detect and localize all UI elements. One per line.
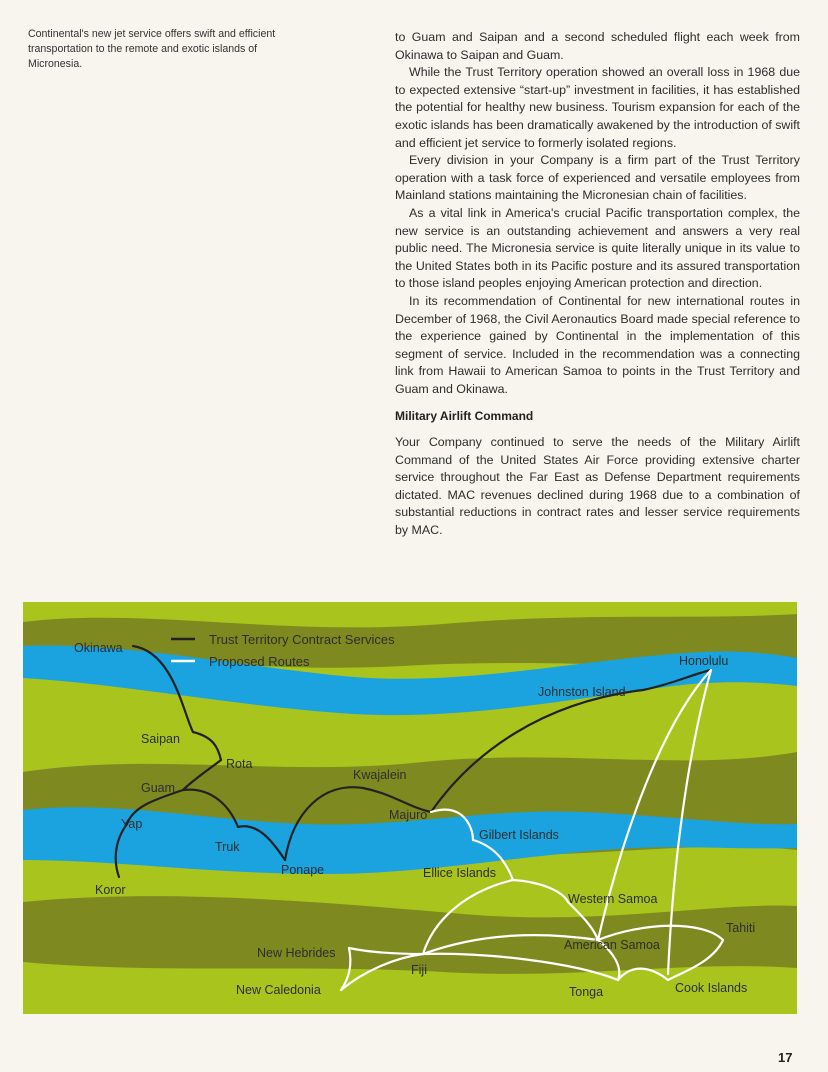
route-map-graphic: [23, 602, 797, 1014]
place-western-samoa: Western Samoa: [568, 892, 658, 906]
section-heading: Military Airlift Command: [395, 409, 534, 424]
legend-proposed-label: Proposed Routes: [209, 654, 310, 669]
place-yap: Yap: [121, 817, 143, 831]
photo-caption: Continental's new jet service offers swift and efficient transportation to the remote and exotic islands of Micronesia.: [28, 28, 276, 70]
legend-contract-label: Trust Territory Contract Services: [209, 632, 395, 647]
place-kwajalein: Kwajalein: [353, 768, 407, 782]
paragraph: While the Trust Territory operation showed an overall loss in 1968 due to expected extensive “start-up” investment in facilities, it has established the potential for healthy new business. Tourism expansion for each of the exotic islands has been dramatically awakened by the introduction of swift and efficient jet service to formerly isolated regions.: [395, 65, 800, 150]
paragraph: Your Company continued to serve the needs of the Military Airlift Command of the United States Air Force providing extensive charter service throughout the Far East as Defense Department requirements dictated. MAC revenues declined during 1968 due to a combination of substantial reductions in contract rates and lesser service requirements by MAC.: [395, 435, 800, 538]
place-tonga: Tonga: [569, 985, 604, 999]
place-new-caledonia: New Caledonia: [236, 983, 321, 997]
paragraph: to Guam and Saipan and a second scheduled flight each week from Okinawa to Saipan and Guam.: [395, 30, 800, 62]
place-cook-islands: Cook Islands: [675, 981, 748, 995]
place-koror: Koror: [95, 883, 126, 897]
place-american-samoa: American Samoa: [564, 938, 660, 952]
paragraph: In its recommendation of Continental for new international routes in December of 1968, the Civil Aeronautics Board made special reference to the experience gained by Continental in the implementation of this segment of service. Included in the recommendation was a connecting link from Hawaii to American Samoa to points in the Trust Territory and Guam and Okinawa.: [395, 293, 800, 396]
page-number: 17: [778, 1050, 793, 1065]
place-truk: Truk: [215, 840, 240, 854]
place-saipan: Saipan: [141, 732, 180, 746]
place-fiji: Fiji: [411, 963, 427, 977]
place-guam: Guam: [141, 781, 176, 795]
route-map: [23, 602, 797, 1014]
place-majuro: Majuro: [389, 808, 428, 822]
place-honolulu: Honolulu: [679, 654, 729, 668]
place-ellice-islands: Ellice Islands: [423, 866, 496, 880]
place-ponape: Ponape: [281, 863, 325, 877]
place-gilbert-islands: Gilbert Islands: [479, 828, 559, 842]
place-johnston-island: Johnston Island: [538, 685, 626, 699]
paragraph: As a vital link in America's crucial Pacific transportation complex, the new service is an outstanding achievement and answers a very real public need. The Micronesia service is quite literally unique in its value to the United States both in its Pacific posture and its assured transportation to those island peoples enjoying American protection and direction.: [395, 205, 800, 291]
place-tahiti: Tahiti: [726, 921, 756, 935]
place-rota: Rota: [226, 757, 253, 771]
paragraph: Every division in your Company is a firm part of the Trust Territory operation with a task force of experienced and versatile employees from Mainland stations maintaining the Micronesian chain of facilities.: [395, 153, 800, 203]
place-new-hebrides: New Hebrides: [257, 946, 336, 960]
body-text-column: [395, 29, 800, 540]
place-okinawa: Okinawa: [74, 641, 123, 655]
